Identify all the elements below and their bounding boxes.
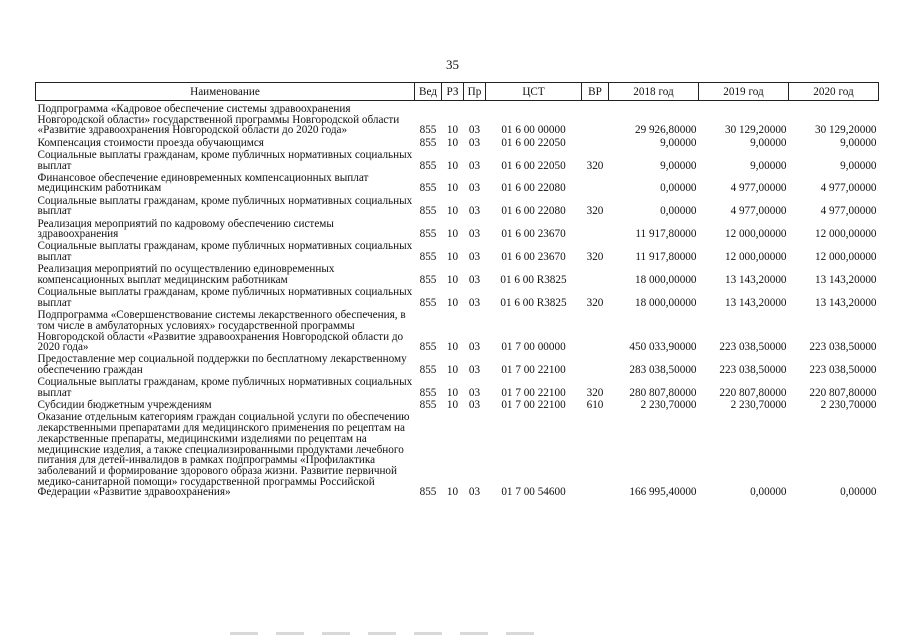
row-pr: 03 (468, 124, 481, 137)
row-vr: 320 (586, 251, 604, 264)
row-ved: 855 (419, 486, 437, 499)
table-row (36, 310, 879, 354)
row-2019: 9,00000 (750, 136, 787, 149)
row-cst: 01 7 00 54600 (501, 486, 566, 499)
row-2020: 4 977,00000 (820, 182, 877, 195)
row-cst: 01 6 00 00000 (501, 124, 566, 137)
table-row (36, 287, 879, 310)
row-2018: 9,00000 (660, 136, 697, 149)
row-cst: 01 6 00 23670 (501, 251, 566, 264)
row-rz: 10 (446, 136, 459, 149)
row-2018: 280 807,80000 (629, 387, 697, 400)
row-vr: 320 (586, 387, 604, 400)
row-2020: 9,00000 (840, 136, 877, 149)
row-rz: 10 (446, 228, 459, 241)
row-vr (582, 412, 609, 499)
row-2020: 4 977,00000 (820, 205, 877, 218)
row-2018: 11 917,80000 (635, 228, 697, 241)
row-vr (582, 101, 609, 138)
row-2019: 12 000,00000 (724, 228, 787, 241)
row-pr: 03 (468, 182, 481, 195)
row-name: Предоставление мер социальной поддержки по бесплатному лекарственному обеспечению граждан (37, 353, 407, 377)
header-rz: РЗ (442, 83, 464, 101)
row-pr: 03 (468, 341, 481, 354)
header-2020: 2020 год (789, 83, 879, 101)
row-2019: 0,00000 (750, 486, 787, 499)
row-rz: 10 (446, 364, 459, 377)
table-row (36, 196, 879, 219)
row-pr: 03 (468, 159, 481, 172)
table-header-row (36, 83, 879, 101)
row-cst: 01 7 00 00000 (501, 341, 566, 354)
row-rz: 10 (446, 182, 459, 195)
row-vr (582, 219, 609, 242)
row-vr (582, 354, 609, 377)
table-row (36, 241, 879, 264)
row-cst: 01 6 00 R3825 (500, 296, 567, 309)
row-name: Социальные выплаты гражданам, кроме публичных нормативных социальных выплат (37, 148, 413, 172)
row-pr: 03 (468, 136, 481, 149)
row-vr: 320 (586, 296, 604, 309)
row-2020: 223 038,50000 (809, 364, 877, 377)
header-vr: ВР (582, 83, 609, 101)
row-ved: 855 (419, 387, 437, 400)
row-cst: 01 6 00 22050 (501, 136, 566, 149)
row-2020: 0,00000 (840, 486, 877, 499)
table-row (36, 412, 879, 499)
row-2018: 2 230,70000 (640, 399, 697, 412)
row-2018: 11 917,80000 (635, 251, 697, 264)
row-2020: 9,00000 (840, 159, 877, 172)
row-cst: 01 6 00 22080 (501, 205, 566, 218)
row-2018: 9,00000 (660, 159, 697, 172)
budget-table (35, 82, 879, 500)
row-2020: 13 143,20000 (814, 296, 877, 309)
row-rz: 10 (446, 124, 459, 137)
table-row (36, 173, 879, 196)
row-2018: 18 000,00000 (634, 274, 697, 287)
row-name: Социальные выплаты гражданам, кроме публичных нормативных социальных выплат (37, 240, 413, 264)
row-ved: 855 (419, 399, 437, 412)
row-2018: 283 038,50000 (629, 364, 697, 377)
row-2020: 12 000,00000 (814, 251, 877, 264)
row-2020: 13 143,20000 (814, 274, 877, 287)
row-ved: 855 (419, 124, 437, 137)
row-rz: 10 (446, 341, 459, 354)
table-row (36, 138, 879, 150)
row-pr: 03 (468, 205, 481, 218)
row-2019: 4 977,00000 (730, 205, 787, 218)
header-2019: 2019 год (699, 83, 789, 101)
header-ved: Вед (415, 83, 442, 101)
row-cst: 01 7 00 22100 (501, 364, 566, 377)
row-vr: 320 (586, 159, 604, 172)
header-name: Наименование (36, 83, 415, 101)
row-rz: 10 (446, 399, 459, 412)
row-pr: 03 (468, 387, 481, 400)
row-name: Компенсация стоимости проезда обучающимся (37, 136, 264, 149)
table-row (36, 377, 879, 400)
row-cst: 01 6 00 22080 (501, 182, 566, 195)
row-2020: 12 000,00000 (814, 228, 877, 241)
row-name: Социальные выплаты гражданам, кроме публичных нормативных социальных выплат (37, 286, 413, 309)
row-rz: 10 (446, 486, 459, 499)
row-ved: 855 (419, 274, 437, 287)
row-name: Социальные выплаты гражданам, кроме публичных нормативных социальных выплат (37, 376, 413, 400)
row-vr: 610 (586, 399, 604, 412)
row-rz: 10 (446, 274, 459, 287)
page-number: 35 (446, 57, 459, 72)
table-row (36, 219, 879, 242)
table-body (36, 101, 879, 500)
row-vr (582, 173, 609, 196)
row-rz: 10 (446, 387, 459, 400)
row-2019: 13 143,20000 (724, 296, 787, 309)
row-pr: 03 (468, 228, 481, 241)
row-rz: 10 (446, 205, 459, 218)
row-name: Реализация мероприятий по кадровому обеспечению системы здравоохранения (37, 217, 334, 241)
row-cst: 01 7 00 22100 (501, 387, 566, 400)
row-2018: 29 926,80000 (634, 124, 697, 137)
row-ved: 855 (419, 136, 437, 149)
table-row (36, 150, 879, 173)
row-rz: 10 (446, 251, 459, 264)
row-pr: 03 (468, 364, 481, 377)
row-ved: 855 (419, 341, 437, 354)
row-vr (582, 264, 609, 287)
table-row (36, 354, 879, 377)
row-ved: 855 (419, 205, 437, 218)
row-2018: 18 000,00000 (634, 296, 697, 309)
row-cst: 01 6 00 23670 (501, 228, 566, 241)
row-2020: 2 230,70000 (820, 399, 877, 412)
row-ved: 855 (419, 364, 437, 377)
table-row (36, 101, 879, 138)
row-pr: 03 (468, 274, 481, 287)
row-2020: 30 129,20000 (814, 124, 877, 137)
row-rz: 10 (446, 159, 459, 172)
header-2018: 2018 год (609, 83, 699, 101)
row-2019: 12 000,00000 (724, 251, 787, 264)
row-name: Субсидии бюджетным учреждениям (37, 399, 212, 412)
row-2018: 450 033,90000 (629, 341, 697, 354)
row-vr (582, 138, 609, 150)
row-2020: 223 038,50000 (809, 341, 877, 354)
row-name: Финансовое обеспечение единовременных компенсационных выплат медицинским работникам (37, 171, 369, 195)
row-pr: 03 (468, 296, 481, 309)
row-2019: 223 038,50000 (719, 341, 787, 354)
row-name: Подпрограмма «Совершенствование системы лекарственного обеспечения, в том числе в амбулаторных условиях» государственной программы Новгородской области «Развитие здравоохранения Новгородской области до 2020 года» (37, 309, 406, 354)
row-2020: 220 807,80000 (809, 387, 877, 400)
row-pr: 03 (468, 399, 481, 412)
row-2018: 0,00000 (660, 205, 697, 218)
header-pr: Пр (464, 83, 486, 101)
row-ved: 855 (419, 296, 437, 309)
row-2018: 166 995,40000 (629, 486, 697, 499)
row-pr: 03 (468, 486, 481, 499)
row-2019: 13 143,20000 (724, 274, 787, 287)
row-name: Социальные выплаты гражданам, кроме публичных нормативных социальных выплат (37, 194, 413, 218)
row-ved: 855 (419, 228, 437, 241)
row-cst: 01 6 00 R3825 (500, 274, 567, 287)
row-ved: 855 (419, 182, 437, 195)
row-ved: 855 (419, 251, 437, 264)
row-name: Оказание отдельным категориям граждан социальной услуги по обеспечению лекарственными препаратами для медицинского применения по рецептам на лекарственные препараты, медицинскими изделиями по рецептам на медицинские изделия, а также специализированными продуктами лечебного питания для детей-инвалидов в рамках подпрограммы «Профилактика заболеваний и формирование здорового образа жизни. Развитие первичной медико-санитарной помощи» государственной программы Российской Федерации «Развитие здравоохранения» (37, 411, 410, 499)
row-name: Подпрограмма «Кадровое обеспечение системы здравоохранения Новгородской области» государственной программы Новгородской области «Развитие здравоохранения Новгородской области до 2020 года» (37, 103, 400, 137)
row-2019: 4 977,00000 (730, 182, 787, 195)
row-vr (582, 310, 609, 354)
row-pr: 03 (468, 251, 481, 264)
row-cst: 01 6 00 22050 (501, 159, 566, 172)
row-cst: 01 7 00 22100 (501, 399, 566, 412)
row-ved: 855 (419, 159, 437, 172)
row-2018: 0,00000 (660, 182, 697, 195)
row-2019: 223 038,50000 (719, 364, 787, 377)
row-vr: 320 (586, 205, 604, 218)
row-rz: 10 (446, 296, 459, 309)
header-cst: ЦСТ (486, 83, 582, 101)
row-2019: 220 807,80000 (719, 387, 787, 400)
row-2019: 2 230,70000 (730, 399, 787, 412)
row-2019: 9,00000 (750, 159, 787, 172)
row-name: Реализация мероприятий по осуществлению единовременных компенсационных выплат медицинским работникам (37, 263, 335, 287)
row-2019: 30 129,20000 (724, 124, 787, 137)
scan-footer-marks (230, 632, 550, 635)
table-row (36, 264, 879, 287)
